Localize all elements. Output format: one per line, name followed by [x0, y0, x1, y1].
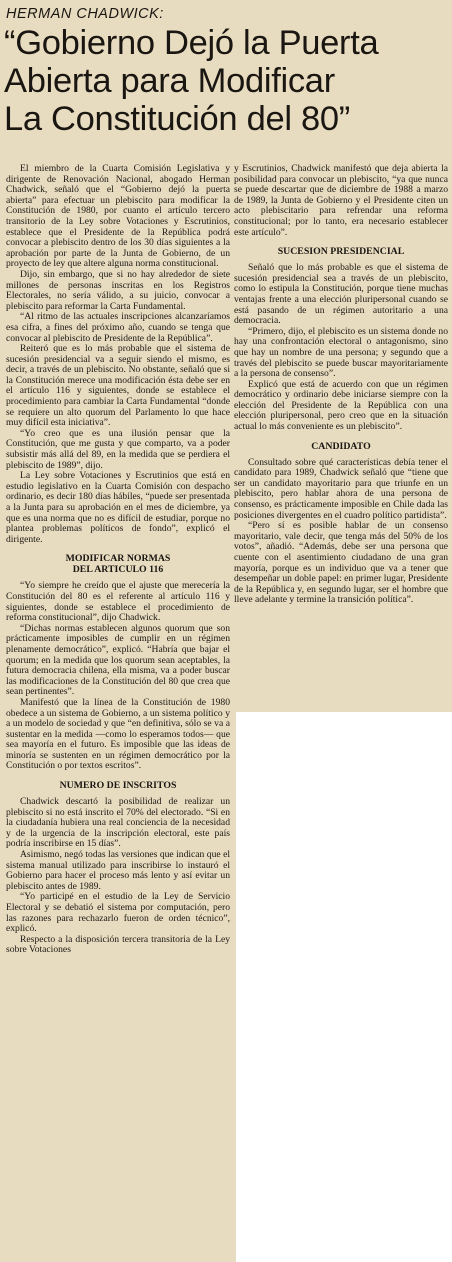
- article-paragraph: El miembro de la Cuarta Comisión Legislativa y dirigente de Renovación Nacional, abogado Herman Chadwick, señaló que el “Gobierno dejó la puerta abierta” para efectuar un plebiscito para modificar la Constitución de 1980, por cuanto el artículo tercero transitorio de la Ley sobre Votaciones y Escrutinios, establece que el Presidente de la República podrá convocar a plebiscito dentro de los 30 días siguientes a la aprobación por parte de la Junta de Gobierno, de un proyecto de ley que altere alguna norma constitucional.: [6, 164, 230, 270]
- section-subheading: SUCESION PRESIDENCIAL: [277, 246, 405, 258]
- article-paragraph: Chadwick descartó la posibilidad de realizar un plebiscito si no está inscrito el 70% del electorado. “Si en la ciudadanía hubiera una real conciencia de la necesidad y de la urgencia de la inscripción electoral, este país podría inscribirse en 15 días”.: [6, 796, 230, 850]
- section-subheading: MODIFICAR NORMAS DEL ARTICULO 116: [65, 553, 171, 576]
- section-subheading: CANDIDATO: [311, 440, 371, 452]
- article-paragraph: Explicó que está de acuerdo con que un régimen democrático y ordinario debe iniciarse siempre con la elección del Presidente de la República con una elección pluripersonal, pero creo que en la situación actual lo más conveniente es un plebiscito”.: [234, 378, 448, 433]
- article-paragraph: “Al ritmo de las actuales inscripciones alcanzaríamos esa cifra, a fines del próximo año, cuando se tenga que convocar al plebiscito de Presidente de la República”.: [6, 311, 230, 344]
- article-paragraph: “Pero sí es posible hablar de un consenso mayoritario, vale decir, que tenga más del 50% de los votos”, añadió. “Además, debe ser una persona que cuente con el asentimiento ciudadano de una gran mayoría, porque es un individuo que va a tener que desempeñar un doble papel: en primer lugar, Presidente de la República y, en segundo lugar, ser el hombre que lleve adelante y termine la transición política”.: [234, 520, 448, 606]
- article-paragraph: “Yo siempre he creído que el ajuste que merecería la Constitución del 80 es el referente al artículo 116 y siguientes, donde se establece el procedimiento de reforma constitucional”, dijo Chadwick.: [6, 580, 230, 624]
- article-paragraph: Manifestó que la línea de la Constitución de 1980 obedece a un sistema de Gobierno, a un sistema político y a un modelo de sociedad y que “en definitiva, sólo se va a sustentar en la medida —como lo esperamos todos— que sea mayoría en el futuro. Es imposible que las ideas de minoría se sustenten en un régimen democrático por la Constitución o por textos escritos”.: [6, 696, 230, 772]
- article-column-right: [234, 164, 448, 712]
- article-paragraph: Señaló que lo más probable es que el sistema de sucesión presidencial sea a través de un plebiscito, como lo estipula la Constitución, porque tiene muchas ventajas frente a una elección pluripersonal cuando se está pasando de un régimen autoritario a una democracia.: [234, 262, 448, 327]
- article-paragraph: “Yo participé en el estudio de la Ley de Servicio Electoral y se debatió el sistema por computación, pero las razones para rechazarlo fueron de orden técnico”, explicó.: [6, 891, 230, 935]
- article-paragraph: “Dichas normas establecen algunos quorum que son prácticamente imposibles de cumplir en un régimen plenamente democrático”, explicó. “Habría que bajar el quorum; en la medida que los quorum sean aceptables, la futura democracia chilena, ella misma, va a poder buscar las modificaciones de la Constitución del 80 que crea que sean pertinentes”.: [6, 622, 230, 698]
- article-paragraph: Consultado sobre qué características debía tener el candidato para 1989, Chadwick señaló que “tiene que ser un candidato mayoritario para que triunfe en un plebiscito, pero hablar ahora de una persona de consenso, es prácticamente imposible en Chile dada las posiciones divergentes en el cuadro político partidista”.: [234, 456, 448, 521]
- article-paragraph: y Escrutinios, Chadwick manifestó que deja abierta la posibilidad para convocar un plebiscito, “ya que nunca se puede descartar que de diciembre de 1988 a marzo de 1989, la Junta de Gobierno y el Presidente citen un acto plebiscitario para refrendar una reforma constitucional; por lo tanto, era necesario establecer este artículo”.: [234, 164, 448, 238]
- article-paragraph: Dijo, sin embargo, que si no hay alrededor de siete millones de personas inscritas en los Registros Electorales, no sería válido, a su juicio, convocar a plebiscito para reformar la Carta Fundamental.: [6, 268, 230, 312]
- article-paragraph: Respecto a la disposición tercera transitoria de la Ley sobre Votaciones: [6, 933, 230, 956]
- article-paragraph: “Yo creo que es una ilusión pensar que la Constitución, que me gusta y que comparto, va a poder subsistir más allá del 89, en la medida que se perdiera el plebiscito de 1989”, dijo.: [6, 427, 230, 471]
- article-kicker: HERMAN CHADWICK:: [6, 6, 164, 22]
- article-paragraph: Reiteró que es lo más probable que el sistema de sucesión presidencial va a seguir siendo el mismo, es decir, a través de un plebiscito. No obstante, señaló que si la Constitución merece una modificación ésta debe ser en el artículo 116 y siguientes, donde se establece el procedimiento para cambiar la Carta Fundamental “donde se requiere un alto quorum del Parlamento lo que hace muy difícil esta iniciativa”.: [6, 343, 230, 429]
- article-column-left: [6, 164, 230, 1262]
- article-headline: “Gobierno Dejó la Puerta Abierta para Modificar La Constitución del 80”: [4, 24, 379, 138]
- section-subheading: NUMERO DE INSCRITOS: [59, 780, 177, 792]
- article-paragraph: Asimismo, negó todas las versiones que indican que el sistema manual utilizado para inscribirse lo instauró el Gobierno para hacer el proceso más lento y así evitar un plebiscito antes de 1989.: [6, 849, 230, 892]
- article-paragraph: “Primero, dijo, el plebiscito es un sistema donde no hay una confrontación electoral o antagonismo, sino que hay un nombre de una persona; y segundo que a través del plebiscito se puede buscar mayoritariamente a la persona de consenso”.: [234, 325, 448, 380]
- article-paragraph: La Ley sobre Votaciones y Escrutinios que está en estudio legislativo en la Cuarta Comisión con despacho ordinario, es decir 180 días hábiles, “puede ser presentada a la Junta para su aprobación en el mes de diciembre, ya que es una norma que no es difícil de estudiar, porque no plantea problemas políticos de fondo”, explicó el dirigente.: [6, 470, 230, 545]
